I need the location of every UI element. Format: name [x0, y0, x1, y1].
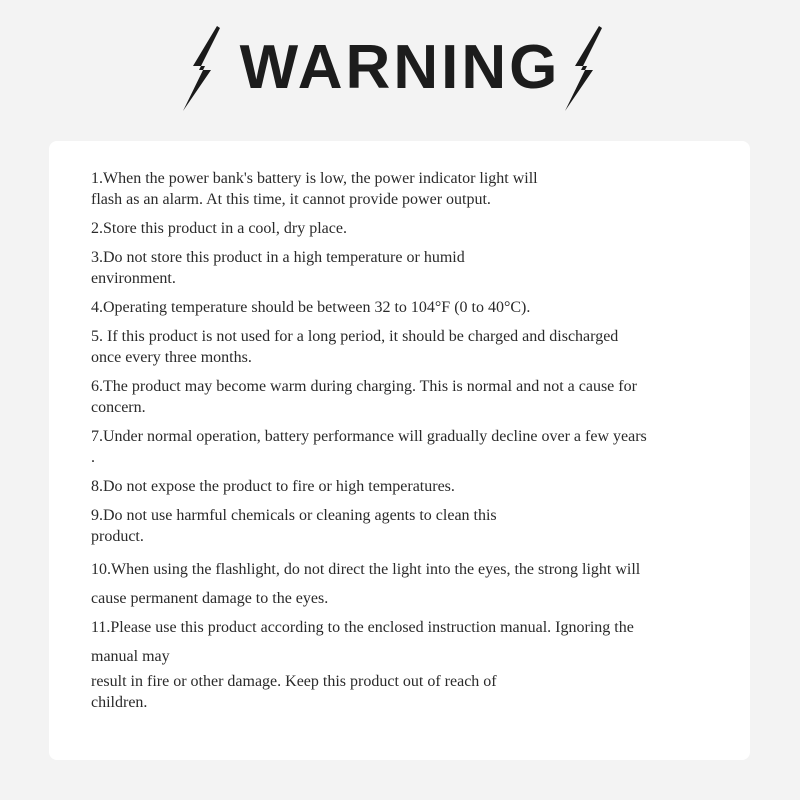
lightning-bolt-icon — [562, 22, 606, 114]
warning-list — [91, 168, 731, 721]
warning-line: . — [91, 449, 95, 466]
warning-line: product. — [91, 528, 144, 545]
warning-item-10 — [91, 555, 731, 613]
warning-item-2 — [91, 218, 731, 239]
warning-line: 6.The product may become warm during charging. This is normal and not a cause for — [91, 378, 637, 395]
warning-header — [0, 22, 800, 114]
warning-line: 7.Under normal operation, battery performance will gradually decline over a few years — [91, 428, 647, 445]
warning-line: concern. — [91, 399, 146, 416]
warning-item-6 — [91, 376, 731, 418]
warning-line: 11.Please use this product according to the enclosed instruction manual. Ignoring the — [91, 619, 634, 636]
warning-line: 3.Do not store this product in a high temperature or humid — [91, 249, 465, 266]
warning-item-8 — [91, 476, 731, 497]
warning-item-1 — [91, 168, 731, 210]
warning-line: environment. — [91, 270, 176, 287]
warning-item-11 — [91, 613, 731, 713]
warning-line: once every three months. — [91, 349, 252, 366]
warning-line: 10.When using the flashlight, do not direct the light into the eyes, the strong light will — [91, 561, 641, 578]
warning-item-9 — [91, 505, 731, 547]
warning-line: 9.Do not use harmful chemicals or cleaning agents to clean this — [91, 507, 497, 524]
warning-card — [49, 141, 750, 760]
warning-line: 5. If this product is not used for a long period, it should be charged and discharged — [91, 328, 619, 345]
warning-line: 8.Do not expose the product to fire or high temperatures. — [91, 478, 455, 495]
warning-item-7 — [91, 426, 731, 468]
warning-line: 4.Operating temperature should be between 32 to 104°F (0 to 40°C). — [91, 299, 531, 316]
warning-item-3 — [91, 247, 731, 289]
warning-line: flash as an alarm. At this time, it cannot provide power output. — [91, 191, 491, 208]
warning-line: manual may — [91, 648, 170, 665]
warning-item-4 — [91, 297, 731, 318]
warning-item-5 — [91, 326, 731, 368]
warning-line: result in fire or other damage. Keep this product out of reach of — [91, 673, 497, 690]
warning-line: cause permanent damage to the eyes. — [91, 590, 329, 607]
page-title: WARNING — [239, 33, 561, 102]
warning-line: 2.Store this product in a cool, dry place. — [91, 220, 347, 237]
warning-line: children. — [91, 694, 148, 711]
warning-line: 1.When the power bank's battery is low, the power indicator light will — [91, 170, 538, 187]
